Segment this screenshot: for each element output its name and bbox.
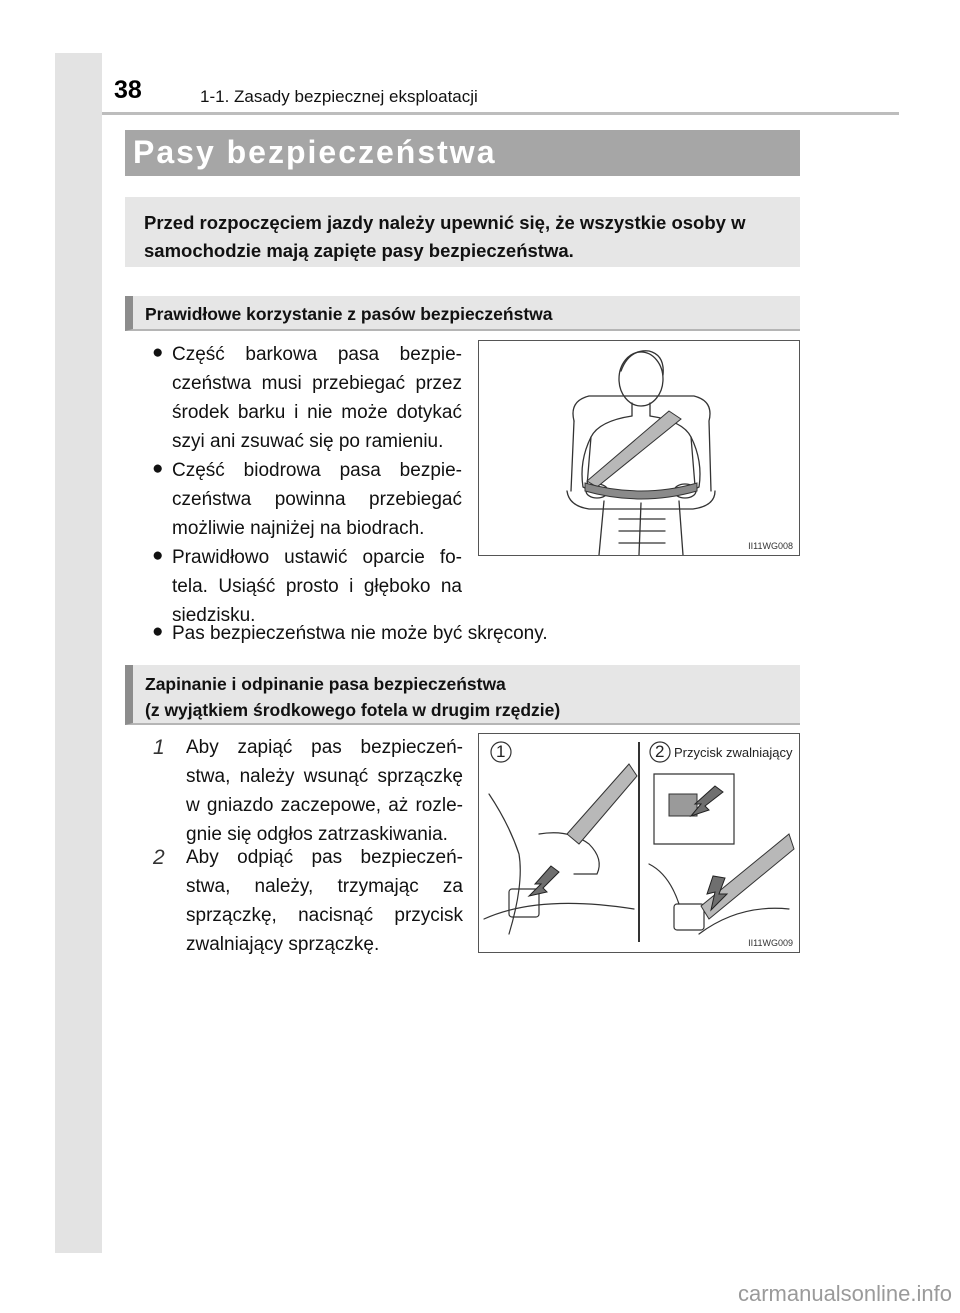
figure-seated-person-belt [478,340,800,556]
step-text-unfasten: Aby odpiąć pas bezpieczeń-stwa, należy, trzymając za sprzączkę, nacisnąć przycisk zwalniający sprzączkę. [186,847,463,955]
side-margin-strip [55,53,102,1253]
bullet-text-seatback: Prawidłowo ustawić oparcie fo-tela. Usiąść prosto i głęboko na siedzisku. [172,547,462,626]
page-number: 38 [114,76,142,104]
intro-text: Przed rozpoczęciem jazdy należy upewnić się, że wszystkie osoby w samochodzie mają zapięte pasy bezpieczeństwa. [144,212,746,261]
bullet-text-lap: Część biodrowa pasa bezpie-czeństwa powinna przebiegać możliwie najniżej na biodrach. [172,460,462,539]
chapter-title: 1-1. Zasady bezpiecznej eksploatacji [200,87,478,106]
figure-step-2: 2 [655,742,665,761]
step-number-1: 1 [153,736,165,759]
page-title-bar [125,130,800,176]
bullet-text-twisted: Pas bezpieczeństwa nie może być skręcony. [172,623,548,644]
page-title: Pasy bezpieczeństwa [133,134,497,170]
bullet-icon: ● [152,458,164,479]
section-heading-line-1: Zapinanie i odpinanie pasa bezpieczeństwa [145,674,506,694]
bullet-text-shoulder: Część barkowa pasa bezpie-czeństwa musi przebiegać przez środek barku i nie może dotykać szyi ani zsuwać się po ramieniu. [172,344,462,452]
intro-box [125,197,800,267]
buckle-illustration [479,734,799,952]
step-text-fasten: Aby zapiąć pas bezpieczeń-stwa, należy wsunąć sprzączkę w gniazdo zaczepowe, aż rozle-gnie się odgłos zatrzaskiwania. [186,737,463,845]
section-heading-line-2: (z wyjątkiem środkowego fotela w drugim rzędzie) [145,700,561,720]
watermark: carmanualsonline.info [737,1281,952,1306]
bullet-icon: ● [152,545,164,566]
bullet-icon: ● [152,621,164,642]
release-button-label: Przycisk zwalniający [674,745,793,760]
figure-buckle-operation [478,733,800,953]
seated-person-illustration [479,341,799,555]
figure-code: II11WG008 [748,541,793,551]
bullet-icon: ● [152,342,164,363]
header-divider [102,112,899,115]
figure-step-1: 1 [496,742,506,761]
section-heading-fasten-unfasten [125,665,800,725]
section-heading-text: Prawidłowe korzystanie z pasów bezpieczeństwa [145,304,553,324]
step-number-2: 2 [153,846,165,869]
figure-code: II11WG009 [748,938,793,948]
section-heading-proper-use [125,296,800,331]
